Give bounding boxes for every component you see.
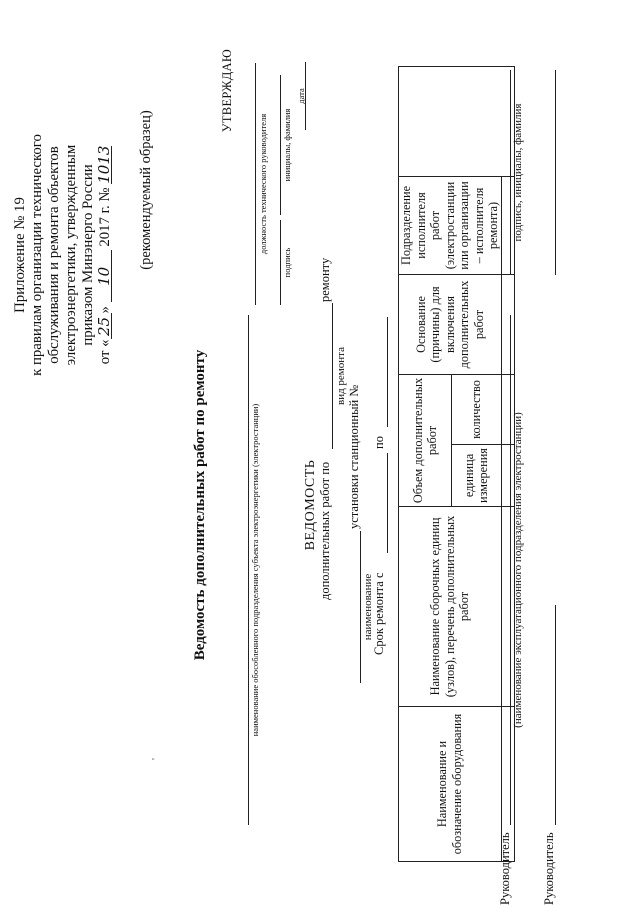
order-number: 1013 [95,145,113,184]
period-label: Срок ремонта с [372,572,386,655]
head1-sign-caption: подпись, инициалы, фамилия [512,103,524,242]
date-line [305,62,306,130]
name-field-caption: наименование [362,573,374,641]
head1-caption: (наименование эксплуатационного подразделения электростанции) [512,412,524,728]
name-line [280,75,281,215]
head2-line [555,605,556,825]
works-table [398,66,515,862]
period-to-label: по [372,436,386,449]
order-year: 2017 г. № [97,187,113,247]
name-caption: инициалы, фамилия [282,108,292,182]
appendix-line: электроэнергетики, утвержденным [63,144,79,366]
col-equipment-header: Наименование и обозначение оборудования [399,707,502,862]
appendix-line: Приложение № 19 [12,197,28,313]
col-executor-header: Подразделение исполнителя работ (электростанции или организации – исполнителя ремонта) [399,176,502,274]
order-day: 25 [97,313,112,339]
subject-caption: наименование обособленного подразделения субъекта электроэнергетики (электростанции) [250,403,260,737]
col-quantity-header: количество [452,374,501,444]
approve-label: УТВЕРЖДАЮ [220,49,234,133]
period-from-line [387,453,388,553]
name-field-line [360,531,361,683]
dop-works-label: дополнительных работ по [318,461,332,600]
head1-line [510,315,511,825]
appendix-line: приказом Минэнерго России [80,164,96,346]
scan-mark: ' [150,758,162,760]
appendix-line: обслуживания и ремонта объектов [46,146,62,364]
appendix-line: к правилам организации технического [29,134,45,376]
head2-label: Руководитель [542,832,556,905]
order-month: 10 [97,250,112,302]
signature-caption: подпись [282,247,292,278]
head1-sign-line [510,70,511,275]
appendix-header [12,55,114,455]
position-caption: должность технического руководителя [258,113,268,255]
col-volume-header: Объем дополнительных работ [399,374,452,506]
signature-line [280,220,281,305]
date-caption: дата [296,88,306,104]
col-unit-header: единица измерения [452,445,501,507]
head2-sign-line [555,70,556,275]
unit-label: установки станционный № [347,384,361,529]
position-line [255,63,256,305]
repair-type-caption: вид ремонта [335,347,347,405]
table-empty-column [399,66,515,176]
repair-type-line [332,303,333,449]
col-units-header: Наименование сборочных единиц (узлов), перечень дополнительных работ [399,507,502,707]
recommended-note: (рекомендуемый образец) [138,110,154,270]
remont-label: ремонту [318,257,332,302]
subject-line [248,315,249,825]
order-prefix: от [97,350,113,365]
document-title: Ведомость дополнительных работ по ремонту [192,349,208,661]
head1-label: Руководитель [498,832,512,905]
order-line: от «25» 10 2017 г. № 1013 [95,145,113,365]
col-reason-header: Основание (причины) для включения дополнительных работ [399,274,502,374]
vedomost-heading: ВЕДОМОСТЬ [303,459,318,551]
period-to-line [387,317,388,427]
